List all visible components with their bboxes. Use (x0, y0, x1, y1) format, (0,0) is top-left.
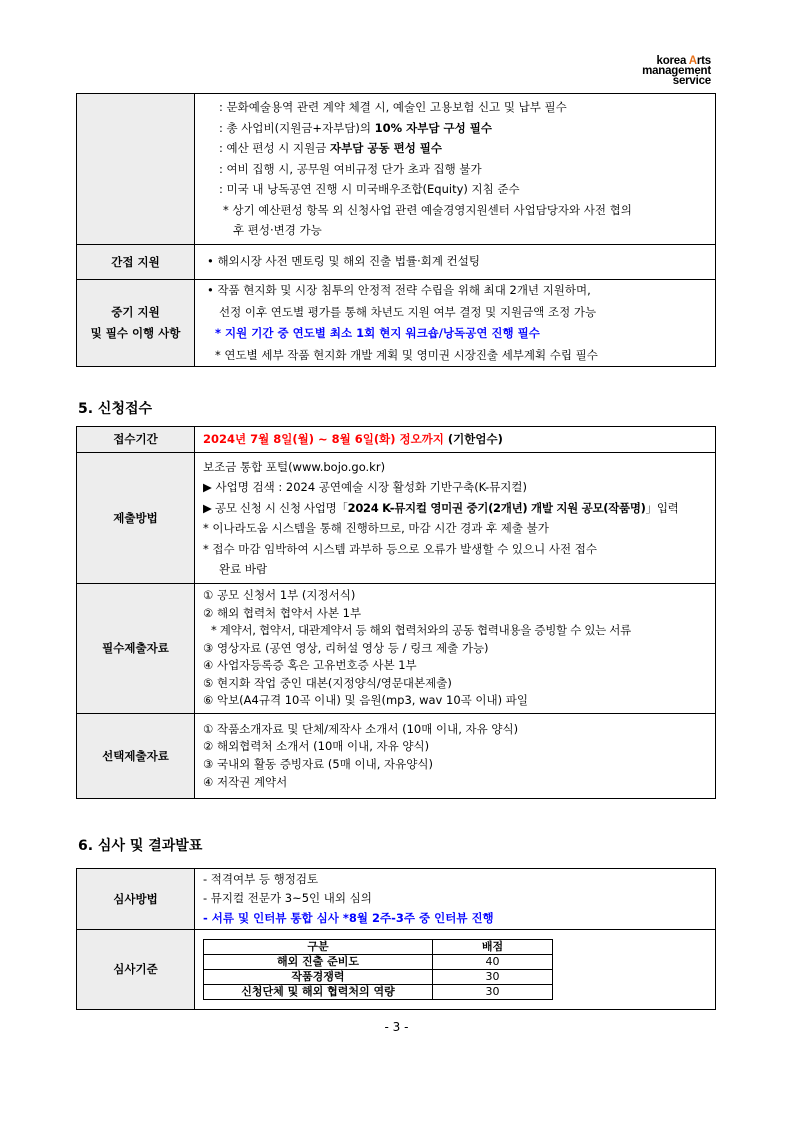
table-row: 신청단체 및 해외 협력처의 역량 30 (204, 985, 553, 1000)
section5-title: 5. 신청접수 (78, 401, 153, 417)
section6-title: 6. 심사 및 결과발표 (78, 838, 203, 854)
kams-logo: korea Arts management service (642, 55, 711, 87)
period-content: 2024년 7월 8일(월) ~ 8월 6일(화) 정오까지 (기한엄수) (195, 427, 716, 453)
application-table (76, 426, 716, 799)
indirect-support-label: 간접 지원 (77, 245, 195, 280)
method-label: 제출방법 (77, 453, 195, 584)
optional-docs-label: 선택제출자료 (77, 714, 195, 799)
period-value: 2024년 7월 8일(월) ~ 8월 6일(화) 정오까지 (203, 431, 444, 446)
indirect-support-content: • 해외시장 사전 멘토링 및 해외 진출 법률·회계 컨설팅 (195, 245, 716, 280)
midterm-support-content: • 작품 현지화 및 시장 침투의 안정적 전략 수립을 위해 최대 2개년 지원하며, 선정 이후 연도별 평가를 통해 차년도 지원 여부 결정 및 지원금액 조정 가능 * 지원 기간 중 연도별 최소 1회 현지 워크숍/낭독공연 진행 필수 * 연도별 세부 작품 현지화 개발 계획 및 영미권 시장진출 세부계획 수립 필수 (195, 280, 716, 367)
budget-content: : 문화예술용역 관련 계약 체결 시, 예술인 고용보험 신고 및 납부 필수 : 총 사업비(지원금+자부담)의 10% 자부담 구성 필수 : 예산 편성 시 지원금 자부담 공동 편성 필수 : 여비 집행 시, 공무원 여비규정 단가 초과 집행 불가 : 미국 내 낭독공연 진행 시 미국배우조합(Equity) 지침 준수 * 상기 예산편성 항목 외 신청사업 관련 예술경영지원센터 사업담당자와 사전 협의 후 편성·변경 가능 (195, 94, 716, 245)
optional-docs-content: ① 작품소개자료 및 단체/제작사 소개서 (10매 이내, 자유 양식) ② 해외협력처 소개서 (10매 이내, 자유 양식) ③ 국내외 활동 증빙자료 (5매 이내, 자유양식) ④ 저작권 계약서 (195, 714, 716, 799)
required-docs-content: ① 공모 신청서 1부 (지정서식) ② 해외 협력처 협약서 사본 1부 * 계약서, 협약서, 대관계약서 등 해외 협력처와의 공동 협력내용을 증빙할 수 있는 서류 ③ 영상자료 (공연 영상, 리허설 영상 등 / 링크 제출 가능) ④ 사업자등록증 혹은 고유번호증 사본 1부 ⑤ 현지화 작업 중인 대본(지정양식/영문대본제출) ⑥ 악보(A4규격 10곡 이내) 및 음원(mp3, wav 10곡 이내) 파일 (195, 584, 716, 714)
method-content: 보조금 통합 포털(www.bojo.go.kr) ▶ 사업명 검색 : 2024 공연예술 시장 활성화 기반구축(K-뮤지컬) ▶ 공모 신청 시 신청 사업명「2024 K-뮤지컬 영미권 중기(2개년) 개발 지원 공모(작품명)」입력 * 이나라도움 시스템을 통해 진행하므로, 마감 시간 경과 후 제출 불가 * 접수 마감 임박하여 시스템 과부하 등으로 오류가 발생할 수 있으니 사전 접수 완료 바람 (195, 453, 716, 584)
period-label: 접수기간 (77, 427, 195, 453)
budget-label (77, 94, 195, 245)
score-header-points: 배점 (433, 940, 553, 955)
review-method-content: - 적격여부 등 행정검토 - 뮤지컬 전문가 3~5인 내외 심의 - 서류 및 인터뷰 통합 심사 *8월 2주-3주 중 인터뷰 진행 (195, 869, 716, 930)
page-number: - 3 - (384, 1020, 409, 1034)
table-row: 해외 진출 준비도 40 (204, 955, 553, 970)
review-criteria-label: 심사기준 (77, 930, 195, 1010)
support-table (76, 93, 716, 367)
review-method-label: 심사방법 (77, 869, 195, 930)
score-header-category: 구분 (204, 940, 433, 955)
score-table (203, 939, 553, 1000)
table-row: 작품경쟁력 30 (204, 970, 553, 985)
review-criteria-content (195, 930, 716, 1010)
review-interview-note: - 서류 및 인터뷰 통합 심사 *8월 2주-3주 중 인터뷰 진행 (203, 910, 494, 925)
workshop-requirement: * 지원 기간 중 연도별 최소 1회 현지 워크숍/낭독공연 진행 필수 (215, 326, 540, 340)
required-docs-label: 필수제출자료 (77, 584, 195, 714)
midterm-support-label: 중기 지원 및 필수 이행 사항 (77, 280, 195, 367)
review-table (76, 868, 716, 1010)
